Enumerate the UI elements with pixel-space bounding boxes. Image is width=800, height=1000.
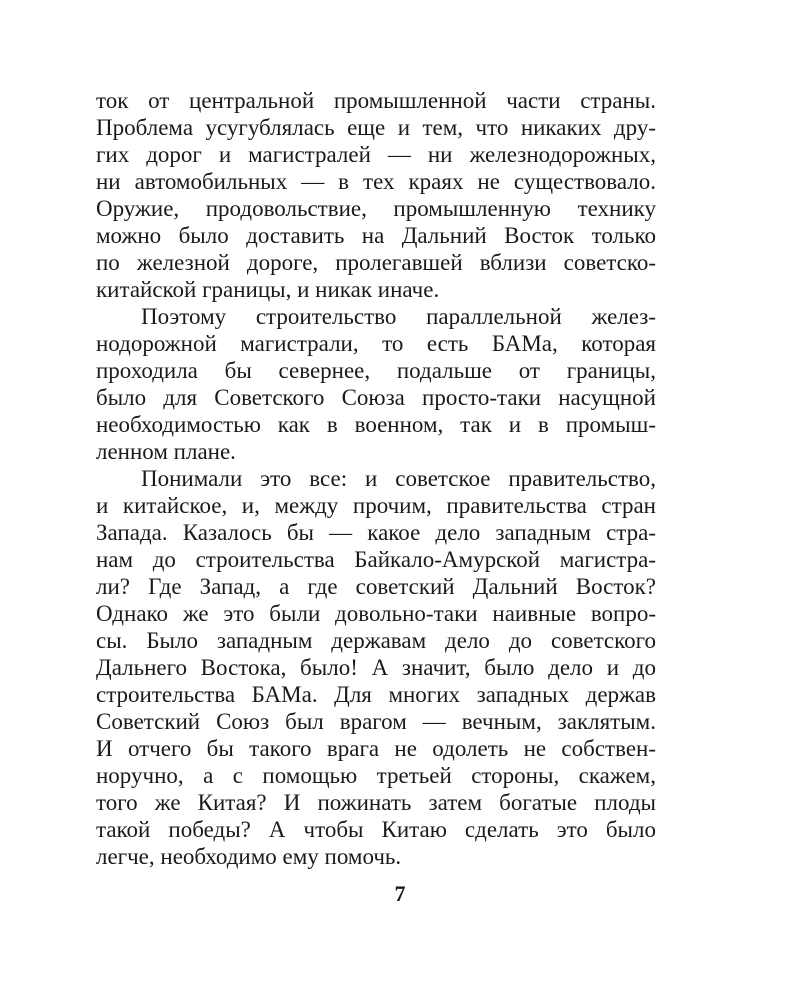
text-line: того же Китая? И пожинать затем богатые плоды <box>96 790 656 815</box>
text-line: Оружие, продовольствие, промышленную технику <box>96 196 656 221</box>
text-line: было для Советского Союза просто-таки насущной <box>96 385 656 410</box>
text-line: можно было доставить на Дальний Восток только <box>96 223 656 248</box>
text-line: ни автомобильных — в тех краях не существовало. <box>96 169 656 194</box>
text-line: нам до строительства Байкало-Амурской магистра- <box>96 547 656 572</box>
paragraph <box>96 303 656 465</box>
text-line: ток от центральной промышленной части страны. <box>96 88 656 113</box>
text-line: китайской границы, и никак иначе. <box>96 277 440 302</box>
text-line: Запада. Казалось бы — какое дело западным стра- <box>96 520 656 545</box>
page-body <box>96 87 656 870</box>
text-line: И отчего бы такого врага не одолеть не собствен- <box>96 736 656 761</box>
text-line: проходила бы севернее, подальше от границы, <box>96 358 656 383</box>
text-line: Однако же это были довольно-таки наивные вопро- <box>96 601 656 626</box>
text-line: Советский Союз был врагом — вечным, заклятым. <box>96 709 656 734</box>
text-line: нодорожной магистрали, то есть БАМа, которая <box>96 331 656 356</box>
text-line: и китайское, и, между прочим, правительства стран <box>96 493 656 518</box>
text-line: ленном плане. <box>96 439 236 464</box>
paragraph <box>96 87 656 303</box>
page-number: 7 <box>394 881 406 906</box>
text-line: гих дорог и магистралей — ни железнодорожных, <box>96 142 656 167</box>
text-line: Поэтому строительство параллельной желез- <box>141 304 656 329</box>
text-line: строительства БАМа. Для многих западных держав <box>96 682 656 707</box>
text-line: Проблема усугублялась еще и тем, что никаких дру- <box>96 115 656 140</box>
text-line: по железной дороге, пролегавшей вблизи советско- <box>96 250 656 275</box>
text-line: Понимали это все: и советское правительство, <box>141 466 656 491</box>
text-line: легче, необходимо ему помочь. <box>96 844 402 869</box>
paragraph <box>96 465 656 870</box>
text-line: норучно, а с помощью третьей стороны, скажем, <box>96 763 656 788</box>
text-line: необходимостью как в военном, так и в промыш- <box>96 412 656 437</box>
text-line: такой победы? А чтобы Китаю сделать это было <box>96 817 656 842</box>
text-line: Дальнего Востока, было! А значит, было дело и до <box>96 655 656 680</box>
text-line: ли? Где Запад, а где советский Дальний Восток? <box>96 574 656 599</box>
text-line: сы. Было западным державам дело до советского <box>96 628 656 653</box>
